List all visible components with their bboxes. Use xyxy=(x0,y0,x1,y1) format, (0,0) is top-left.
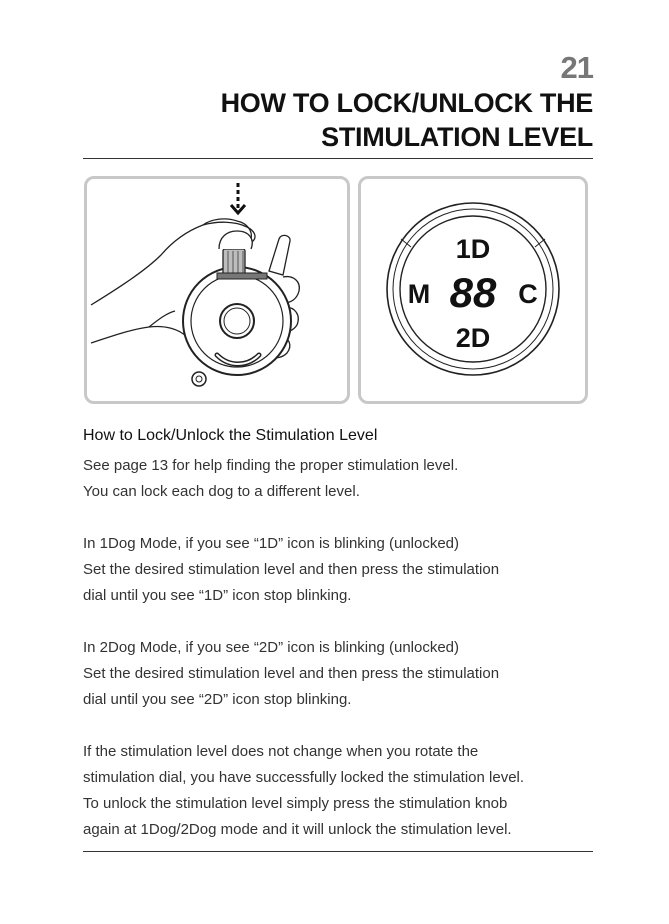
page-title xyxy=(93,86,593,154)
paragraph-4-line-3: To unlock the stimulation level simply press the stimulation knob xyxy=(83,795,508,812)
down-arrow-icon xyxy=(231,183,245,213)
paragraph-2-line-1: In 1Dog Mode, if you see “1D” icon is blinking (unlocked) xyxy=(83,535,460,552)
lcd-1d-icon: 1D xyxy=(455,234,491,264)
paragraph-4-line-2: stimulation dial, you have successfully locked the stimulation level. xyxy=(83,769,525,786)
hand-pressing-dial-illustration xyxy=(84,176,350,404)
page-number: 21 xyxy=(560,50,593,85)
footer-divider xyxy=(83,851,593,852)
section-heading: How to Lock/Unlock the Stimulation Level xyxy=(83,427,378,444)
title-divider xyxy=(83,158,593,159)
paragraph-1-line-1: See page 13 for help finding the proper stimulation level. xyxy=(83,457,459,474)
paragraph-1-line-2: You can lock each dog to a different level. xyxy=(83,483,360,500)
paragraph-2-line-3: dial until you see “1D” icon stop blinking. xyxy=(83,587,352,604)
lcd-mode-m-icon: M xyxy=(407,279,431,309)
paragraph-3-line-1: In 2Dog Mode, if you see “2D” icon is blinking (unlocked) xyxy=(83,639,460,656)
lcd-level-digits: 88 xyxy=(449,269,497,316)
paragraph-2-line-2: Set the desired stimulation level and then press the stimulation xyxy=(83,561,500,578)
page-title-line-2: STIMULATION LEVEL xyxy=(321,122,593,152)
page-title-line-1: HOW TO LOCK/UNLOCK THE xyxy=(220,88,593,118)
paragraph-3-line-3: dial until you see “2D” icon stop blinking. xyxy=(83,691,352,708)
paragraph-4-line-4: again at 1Dog/2Dog mode and it will unlock the stimulation level. xyxy=(83,821,512,838)
lcd-mode-c-icon: C xyxy=(518,279,538,309)
lcd-2d-icon: 2D xyxy=(455,323,491,353)
instruction-text xyxy=(83,453,603,843)
transmitter-icon xyxy=(183,235,291,386)
paragraph-4-line-1: If the stimulation level does not change when you rotate the xyxy=(83,743,479,760)
lcd-display-illustration xyxy=(358,176,588,404)
paragraph-3-line-2: Set the desired stimulation level and then press the stimulation xyxy=(83,665,500,682)
